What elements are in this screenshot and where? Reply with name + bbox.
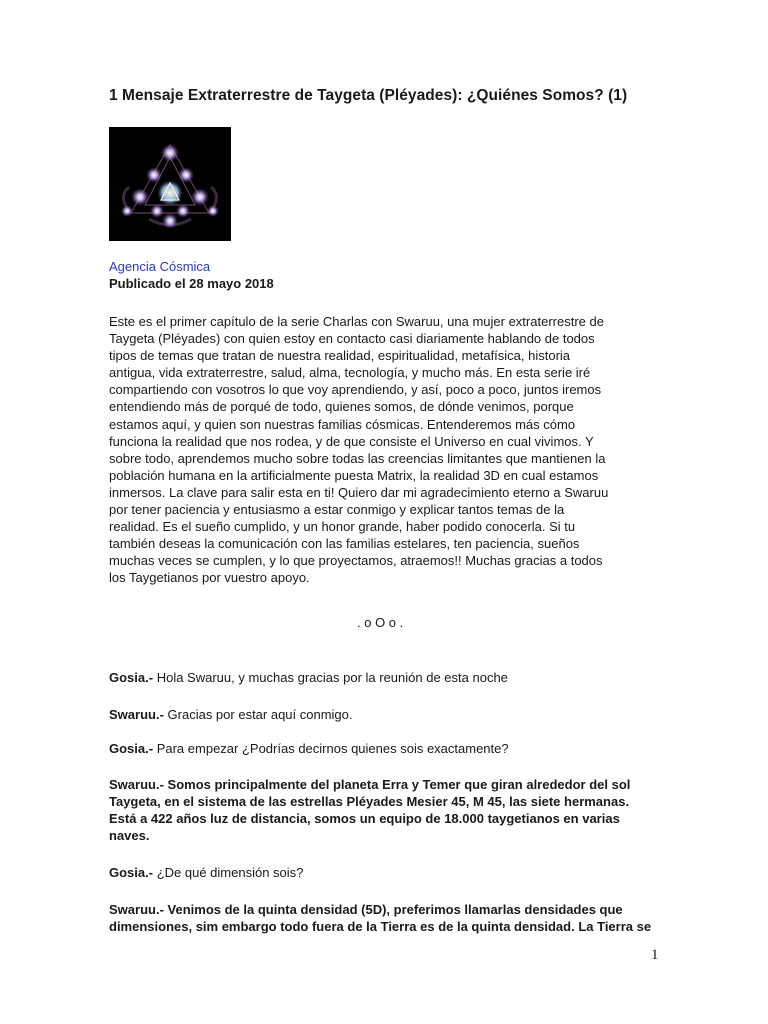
speaker-label: Gosia.- [109,741,154,756]
dialogue-text: dimensiones, sim embargo todo fuera de la Tierra es de la quinta densidad. La Tierra se [109,919,652,935]
intro-line: entendiendo más de porqué de todo, quienes somos, de dónde venimos, porque [109,399,574,415]
intro-paragraph [109,313,669,587]
dialogue-entry [109,901,669,935]
publish-date: Publicado el 28 mayo 2018 [109,276,274,291]
intro-line: también deseas la comunicación con las familias estelares, ten paciencia, sueños [109,536,580,552]
intro-line: antigua, vida extraterrestre, salud, alma, tecnología, y mucho más. En esta serie iré [109,365,591,381]
dialogue-entry [109,740,669,757]
intro-line: inmersos. La clave para salir esta en ti! Quiero dar mi agradecimiento eterno a Swaruu [109,484,609,500]
dialogue-text: Gracias por estar aquí conmigo. [167,707,353,722]
speaker-label: Swaruu.- [109,777,164,792]
intro-line: estamos aquí, y quien son nuestras familias cósmicas. Entenderemos más cómo [109,416,576,432]
dialogue-entry [109,776,669,844]
intro-line: muchas veces se cumplen, y lo que proyectamos, atraemos!! Muchas gracias a todos [109,553,603,569]
speaker-label: Swaruu.- [109,707,164,722]
intro-line: por tener paciencia y entusiasmo a estar conmigo y explicar tantos temas de la [109,502,565,518]
dialogue-text: Hola Swaruu, y muchas gracias por la reunión de esta noche [156,670,508,685]
dialogue-text: naves. [109,828,150,844]
speaker-label: Gosia.- [109,865,154,880]
dialogue-entry [109,864,669,881]
intro-line: población humana en la artificialmente puesta Matrix, la realidad 3D en cual estamos [109,467,599,483]
intro-line: tipos de temas que tratan de nuestra realidad, espiritualidad, metafísica, historia [109,348,571,364]
dialogue-text: Está a 422 años luz de distancia, somos un equipo de 18.000 taygetianos en varias [109,811,620,827]
dialogue-text: ¿De qué dimensión sois? [156,865,304,880]
document-title: 1 Mensaje Extraterrestre de Taygeta (Pléyades): ¿Quiénes Somos? (1) [109,87,628,104]
intro-line: funciona la realidad que nos rodea, y de que consiste el Universo en cual vivimos. Y [109,433,594,449]
intro-line: sobre todo, aprendemos mucho sobre todas las creencias limitantes que mantienen la [109,450,606,466]
dialogue-entry [109,706,669,723]
intro-line: realidad. Es el sueño cumplido, y un honor grande, haber podido conocerla. Si tu [109,519,576,535]
source-link[interactable]: Agencia Cósmica [109,259,211,274]
intro-line: compartiendo con vosotros lo que voy aprendiendo, y así, poco a poco, juntos iremos [109,382,602,398]
dialogue-text: Venimos de la quinta densidad (5D), preferimos llamarlas densidades que [167,902,623,917]
intro-line: Este es el primer capítulo de la serie Charlas con Swaruu, una mujer extraterrestre de [109,314,604,329]
intro-line: los Taygetianos por vuestro apoyo. [109,570,310,586]
dialogue-text: Somos principalmente del planeta Erra y Temer que giran alrededor del sol [167,777,631,792]
separator-text: . o O o . [357,615,404,630]
intro-line: Taygeta (Pléyades) con quien estoy en contacto casi diariamente hablando de todos [109,331,595,347]
speaker-label: Gosia.- [109,670,154,685]
speaker-label: Swaruu.- [109,902,164,917]
dialogue-text: Para empezar ¿Podrías decirnos quienes sois exactamente? [156,741,509,756]
cover-image [109,127,231,241]
pleiades-merkaba-illustration [109,127,231,241]
dialogue-text: Taygeta, en el sistema de las estrellas Pléyades Mesier 45, M 45, las siete hermanas. [109,794,630,810]
dialogue-entry [109,669,669,686]
page-number: 1 [651,947,659,963]
